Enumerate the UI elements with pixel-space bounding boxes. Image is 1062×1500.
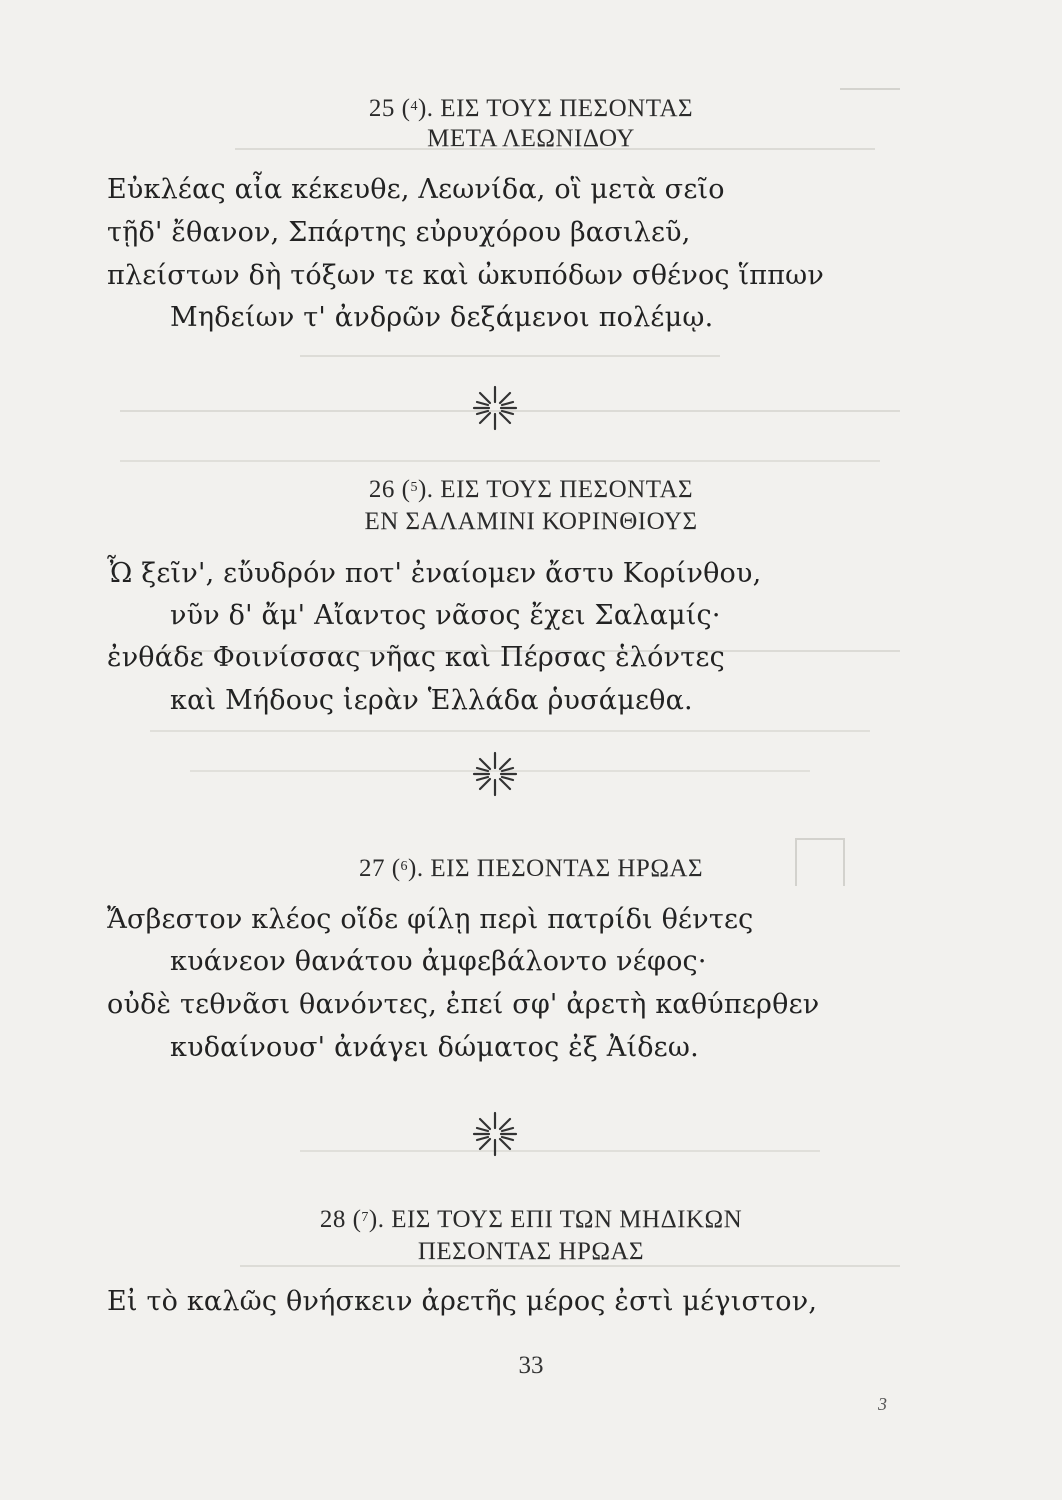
- asterism-ornament-icon: [471, 750, 519, 798]
- verse-line: Μηδείων τ' ἀνδρῶν δεξάμενοι πολέμῳ.: [170, 302, 714, 333]
- corner-mark: 3: [878, 1394, 887, 1414]
- epigram-26-subtitle: ΕΝ ΣΑΛΑΜΙΝΙ ΚΟΡΙΝΘΙΟΥΣ: [364, 508, 698, 535]
- epigram-25-subtitle: ΜΕΤΑ ΛΕΩΝΙΔΟΥ: [427, 125, 635, 152]
- epigram-title: ). ΕΙΣ ΤΟΥΣ ΠΕΣΟΝΤΑΣ: [417, 476, 694, 503]
- reference-number: 7: [361, 1210, 369, 1225]
- asterism-ornament-icon: [471, 1110, 519, 1158]
- epigram-28-heading: [0, 1202, 1062, 1236]
- reference-number: 5: [410, 480, 418, 495]
- epigram-26-heading: [0, 472, 1062, 506]
- verse-line: Ἄσβεστον κλέος οἵδε φίλῃ περὶ πατρίδι θέντες: [107, 904, 754, 935]
- epigram-number: 27 (: [358, 855, 401, 882]
- verse-line: ἐνθάδε Φοινίσσας νῆας καὶ Πέρσας ἑλόντες: [107, 642, 725, 673]
- epigram-25-heading: [0, 91, 1062, 125]
- verse-line: τῇδ' ἔθανον, Σπάρτης εὐρυχόρου βασιλεῦ,: [107, 217, 691, 248]
- page-number: 33: [518, 1352, 544, 1379]
- reference-number: 4: [410, 99, 418, 114]
- verse-line: νῦν δ' ἄμ' Αἴαντος νᾶσος ἔχει Σαλαμίς·: [170, 600, 721, 631]
- asterism-ornament-icon: [471, 384, 519, 432]
- epigram-number: 26 (: [368, 476, 411, 503]
- verse-line: οὐδὲ τεθνᾶσι θανόντες, ἐπεί σφ' ἀρετὴ καθύπερθεν: [107, 989, 820, 1020]
- epigram-title: ). ΕΙΣ ΠΕΣΟΝΤΑΣ ΗΡΩΑΣ: [408, 855, 704, 882]
- epigram-number: 28 (: [319, 1206, 362, 1233]
- verse-line: πλείστων δὴ τόξων τε καὶ ὠκυπόδων σθένος ἵππων: [107, 260, 825, 291]
- verse-line: κυδαίνουσ' ἀνάγει δώματος ἐξ Ἀίδεω.: [170, 1032, 699, 1063]
- verse-line: Εἰ τὸ καλῶς θνήσκειν ἀρετῆς μέρος ἐστὶ μέγιστον,: [107, 1286, 818, 1317]
- epigram-28-subtitle: ΠΕΣΟΝΤΑΣ ΗΡΩΑΣ: [417, 1238, 645, 1265]
- epigram-title: ). ΕΙΣ ΤΟΥΣ ΕΠΙ ΤΩΝ ΜΗΔΙΚΩΝ: [368, 1206, 743, 1233]
- epigram-27-heading: [0, 851, 1062, 885]
- verse-line: κυάνεον θανάτου ἀμφεβάλοντο νέφος·: [170, 946, 707, 977]
- verse-line: Ὦ ξεῖν', εὔυδρόν ποτ' ἐναίομεν ἄστυ Κορίνθου,: [107, 558, 762, 589]
- verse-line: καὶ Μήδους ἱερὰν Ἑλλάδα ῥυσάμεθα.: [170, 685, 693, 716]
- reference-number: 6: [400, 859, 409, 874]
- verse-line: Εὐκλέας αἶα κέκευθε, Λεωνίδα, οἳ μετὰ σεῖο: [107, 174, 725, 205]
- epigram-number: 25 (: [368, 95, 411, 122]
- epigram-title: ). ΕΙΣ ΤΟΥΣ ΠΕΣΟΝΤΑΣ: [417, 95, 694, 122]
